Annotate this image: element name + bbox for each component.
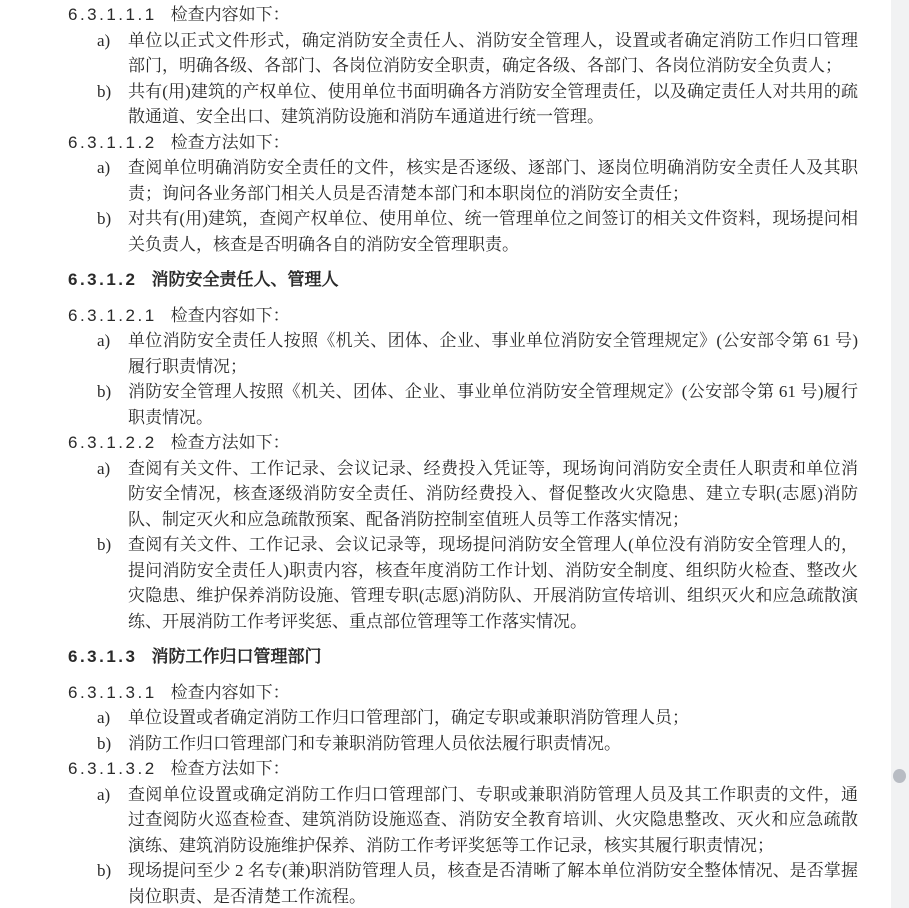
clause-line: [68, 303, 858, 329]
list-item-text: 对共有(用)建筑，查阅产权单位、使用单位、统一管理单位之间签订的相关文件资料，现场提问相关负责人，核查是否明确各自的消防安全管理职责。: [128, 209, 858, 254]
section-heading-number: 6.3.1.3: [68, 647, 138, 666]
list-item-marker: a): [97, 331, 111, 350]
clause-line: [68, 130, 858, 156]
clause-number: 6.3.1.1.1: [68, 5, 157, 24]
list-item: [68, 79, 858, 130]
list-item-text: 查阅单位设置或确定消防工作归口管理部门、专职或兼职消防管理人员及其工作职责的文件，通过查阅防火巡查检查、建筑消防设施巡查、消防安全教育培训、火灾隐患整改、灭火和应急疏散演练、建筑消防设施维护保养、消防工作考评奖惩等工作记录，核实其履行职责情况；: [128, 784, 858, 855]
clause-text: 检查内容如下：: [170, 5, 290, 24]
clause-line: [68, 756, 858, 782]
clause-text: 检查方法如下：: [170, 433, 290, 452]
list-item-text: 现场提问至少 2 名专(兼)职消防管理人员，核查是否清晰了解本单位消防安全整体情况、是否掌握岗位职责、是否清楚工作流程。: [128, 861, 858, 906]
list-item: [68, 782, 858, 859]
clause-line: [68, 2, 858, 28]
list-item: [68, 532, 858, 634]
list-item-text: 查阅有关文件、工作记录、会议记录、经费投入凭证等，现场询问消防安全责任人职责和单位消防安全情况，核查逐级消防安全责任、消防经费投入、督促整改火灾隐患、建立专职(志愿)消防队、制定灭火和应急疏散预案、配备消防控制室值班人员等工作落实情况；: [128, 458, 858, 529]
clause-line: [68, 680, 858, 706]
list-item-text: 单位以正式文件形式，确定消防安全责任人、消防安全管理人，设置或者确定消防工作归口管理部门，明确各级、各部门、各岗位消防安全职责，确定各级、各部门、各岗位消防安全负责人；: [128, 30, 858, 75]
list-item-text: 单位设置或者确定消防工作归口管理部门，确定专职或兼职消防管理人员；: [128, 708, 689, 727]
section-heading: [68, 644, 858, 670]
clause-text: 检查内容如下：: [170, 305, 290, 325]
list-item-marker: b): [97, 733, 112, 753]
clause-number: 6.3.1.1.2: [68, 132, 157, 152]
list-item: [68, 456, 858, 533]
scrollbar-thumb[interactable]: [893, 769, 906, 783]
list-item: [68, 28, 858, 79]
list-item-marker: a): [97, 30, 111, 50]
list-item-marker: b): [97, 382, 112, 401]
list-item-marker: b): [97, 535, 112, 554]
document-content: [68, 2, 858, 908]
list-item-text: 查阅单位明确消防安全责任的文件，核实是否逐级、逐部门、逐岗位明确消防安全责任人及其职责；询问各业务部门相关人员是否清楚本部门和本职岗位的消防安全责任；: [128, 158, 858, 203]
list-item: [68, 379, 858, 430]
list-item-marker: a): [97, 158, 111, 177]
list-item-text: 消防工作归口管理部门和专兼职消防管理人员依法履行职责情况。: [128, 733, 621, 753]
list-item: [68, 858, 858, 908]
list-item-marker: a): [97, 708, 111, 727]
list-item-marker: a): [97, 784, 111, 804]
list-item-text: 查阅有关文件、工作记录、会议记录等，现场提问消防安全管理人(单位没有消防安全管理人的，提问消防安全责任人)职责内容，核查年度消防工作计划、消防安全制度、组织防火检查、整改火灾隐患、维护保养消防设施、管理专职(志愿)消防队、开展消防宣传培训、组织灭火和应急疏散演练、开展消防工作考评奖惩、重点部位管理等工作落实情况。: [128, 535, 858, 631]
scrollbar-track[interactable]: [891, 0, 909, 908]
list-item: [68, 328, 858, 379]
clause-text: 检查内容如下：: [170, 682, 290, 702]
list-item: [68, 206, 858, 257]
clause-number: 6.3.1.2.2: [68, 433, 157, 452]
list-item-marker: b): [97, 81, 112, 101]
clause-number: 6.3.1.2.1: [68, 305, 157, 325]
section-heading-number: 6.3.1.2: [68, 270, 138, 289]
clause-number: 6.3.1.3.2: [68, 759, 157, 778]
list-item-marker: b): [97, 861, 112, 880]
list-item: [68, 155, 858, 206]
clause-line: [68, 430, 858, 456]
list-item: [68, 705, 858, 731]
list-item-marker: a): [97, 458, 111, 478]
list-item-text: 消防安全管理人按照《机关、团体、企业、事业单位消防安全管理规定》(公安部令第 61 号)履行职责情况。: [128, 382, 858, 427]
section-heading-text: 消防安全责任人、管理人: [151, 270, 339, 289]
list-item-text: 单位消防安全责任人按照《机关、团体、企业、事业单位消防安全管理规定》(公安部令第 61 号)履行职责情况；: [128, 331, 858, 376]
clause-text: 检查方法如下：: [170, 132, 290, 152]
clause-number: 6.3.1.3.1: [68, 682, 157, 702]
list-item: [68, 731, 858, 757]
clause-text: 检查方法如下：: [170, 759, 290, 778]
section-heading-text: 消防工作归口管理部门: [151, 647, 322, 666]
list-item-text: 共有(用)建筑的产权单位、使用单位书面明确各方消防安全管理责任，以及确定责任人对共用的疏散通道、安全出口、建筑消防设施和消防车通道进行统一管理。: [128, 81, 858, 126]
section-heading: [68, 267, 858, 293]
list-item-marker: b): [97, 209, 112, 228]
